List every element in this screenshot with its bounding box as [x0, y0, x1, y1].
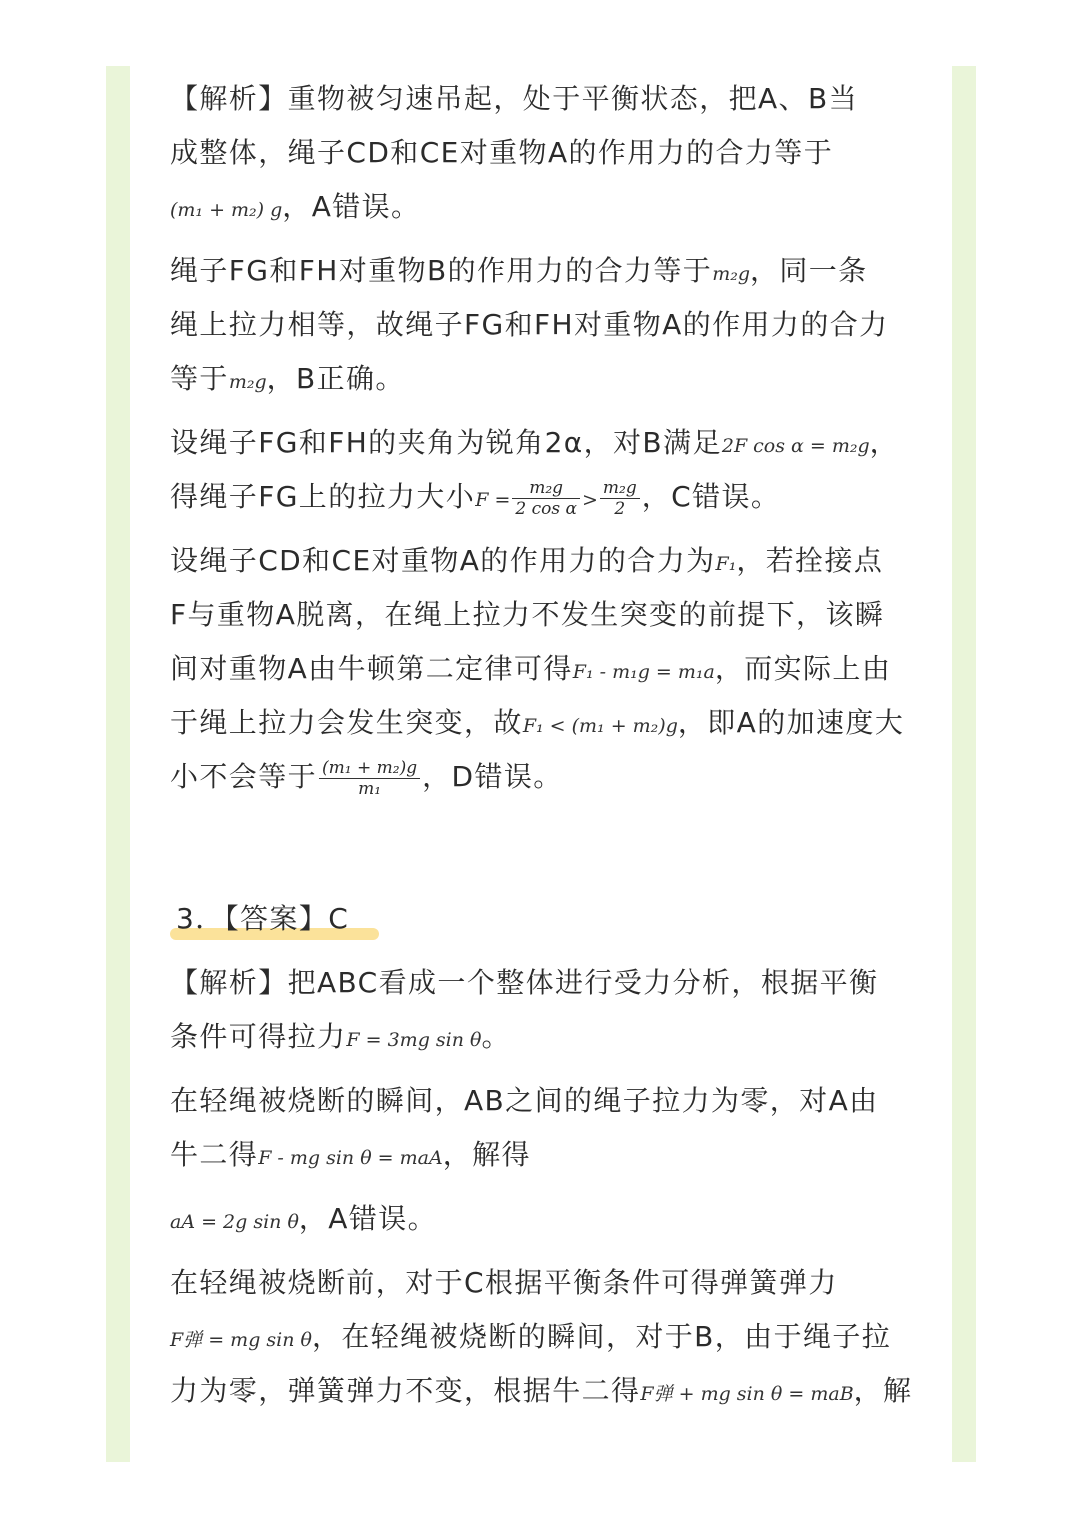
text-line [170, 1192, 930, 1246]
paragraph-analysis-1 [170, 72, 930, 234]
text-span: 绳子FG和FH对重物B的作用力的合力等于 [170, 254, 713, 287]
paragraph-analysis-6 [170, 1074, 930, 1182]
text-line [170, 244, 930, 298]
answer-heading-text: 3．【答案】C [176, 902, 350, 935]
formula: 2F cos α = m₂g [721, 435, 870, 457]
text-span: 小不会等于 [170, 760, 318, 793]
formula: F - mg sin θ = maA [258, 1147, 443, 1169]
text-span: 得绳子FG上的拉力大小 [170, 480, 476, 513]
text-span: ，解得 [442, 1138, 531, 1171]
formula: F₁ - m₁g = m₁a [572, 661, 715, 683]
text-span: ，而实际上由 [714, 652, 892, 685]
fraction-numerator: (m₁ + m₂)g [319, 758, 420, 779]
paragraph-analysis-7 [170, 1192, 930, 1246]
text-span: 设绳子CD和CE对重物A的作用力的合力为 [170, 544, 716, 577]
paragraph-analysis-2 [170, 244, 930, 406]
text-span: 力为零，弹簧弹力不变，根据牛二得 [170, 1374, 641, 1407]
text-line [170, 696, 930, 750]
paragraph-analysis-5 [170, 956, 930, 1064]
fraction [319, 758, 420, 799]
fraction-denominator: 2 [614, 498, 626, 519]
formula: m₂g [712, 263, 750, 285]
text-line [170, 416, 930, 470]
text-line [170, 352, 930, 406]
text-span: ，即A的加速度大 [677, 706, 905, 739]
text-span: 牛二得 [170, 1138, 259, 1171]
text-span: 设绳子FG和FH的夹角为锐角2α，对B满足 [170, 426, 722, 459]
text-line: 【解析】把ABC看成一个整体进行受力分析，根据平衡 [170, 966, 879, 999]
formula: F = 3mg sin θ [346, 1029, 482, 1051]
text-span: ，若拴接点 [736, 544, 884, 577]
text-line [170, 1128, 930, 1182]
formula: F弹 + mg sin θ = maB [640, 1383, 854, 1405]
formula: (m₁ + m₂) g [170, 199, 283, 221]
paragraph-analysis-4 [170, 534, 930, 804]
fraction-denominator: m₁ [358, 778, 382, 799]
text-span: 等于 [170, 362, 229, 395]
text-line [170, 470, 930, 524]
text-span: ，解 [853, 1374, 913, 1407]
text-line [170, 642, 930, 696]
text-line [170, 1310, 930, 1364]
text-span: ，在轻绳被烧断的瞬间，对于B，由于绳子拉 [311, 1320, 892, 1353]
text-span: ，C错误。 [641, 480, 781, 513]
paragraph-analysis-8 [170, 1256, 930, 1418]
text-line: 绳上拉力相等，故绳子FG和FH对重物A的作用力的合力 [170, 308, 889, 341]
fraction-numerator: m₂g [512, 478, 580, 499]
right-decor-rail [952, 66, 976, 1462]
text-span: 于绳上拉力会发生突变，故 [170, 706, 523, 739]
document-body [170, 72, 930, 1418]
formula: F₁ < (m₁ + m₂)g [522, 715, 678, 737]
text-line [170, 1010, 930, 1064]
formula: F₁ [715, 553, 737, 575]
formula: F弹 = mg sin θ [170, 1329, 312, 1351]
fraction-denominator: 2 cos α [515, 498, 577, 519]
text-line: 成整体，绳子CD和CE对重物A的作用力的合力等于 [170, 136, 834, 169]
left-decor-rail [106, 66, 130, 1462]
fraction [512, 478, 580, 519]
text-line [170, 750, 930, 804]
fraction [600, 478, 640, 519]
text-span: ，A错误。 [298, 1202, 438, 1235]
formula: F = [475, 489, 511, 511]
text-span: ， [869, 426, 900, 459]
text-span: ，同一条 [749, 254, 868, 287]
formula: aA = 2g sin θ [170, 1211, 299, 1233]
text-line: 【解析】重物被匀速吊起，处于平衡状态，把A、B当 [170, 82, 858, 115]
text-line: F与重物A脱离，在绳上拉力不发生突变的前提下，该瞬 [170, 598, 885, 631]
answer-heading [170, 892, 349, 946]
paragraph-analysis-3 [170, 416, 930, 524]
text-span: ，B正确。 [266, 362, 405, 395]
text-line [170, 1364, 930, 1418]
fraction-numerator: m₂g [600, 478, 640, 499]
text-span: 间对重物A由牛顿第二定律可得 [170, 652, 573, 685]
formula: m₂g [228, 371, 267, 393]
text-line: 在轻绳被烧断前，对于C根据平衡条件可得弹簧弹力 [170, 1266, 838, 1299]
text-line [170, 180, 930, 234]
text-line [170, 534, 930, 588]
text-span: 条件可得拉力 [170, 1020, 347, 1053]
text-span: 。 [481, 1020, 511, 1053]
formula: > [581, 489, 598, 511]
text-span: ，A错误。 [282, 190, 421, 223]
text-span: ，D错误。 [422, 760, 563, 793]
text-line: 在轻绳被烧断的瞬间，AB之间的绳子拉力为零，对A由 [170, 1084, 879, 1117]
